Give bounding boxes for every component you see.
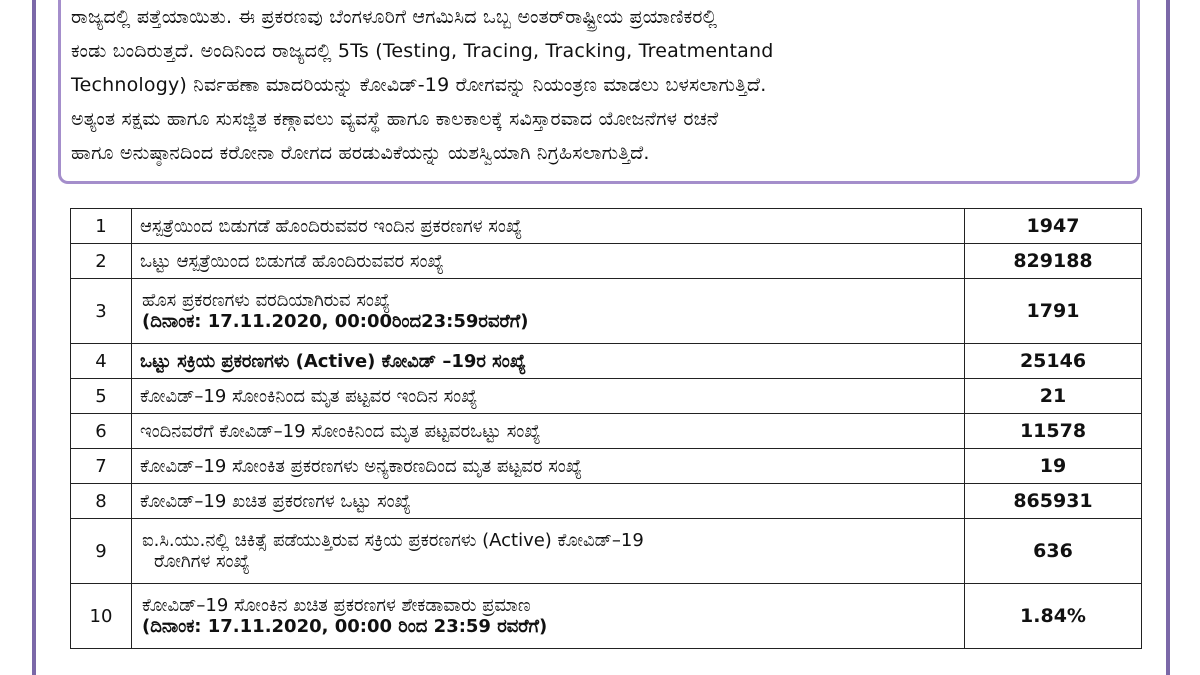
row-value: 829188: [965, 244, 1142, 279]
page-border-left: [32, 0, 36, 675]
row-value: 1791: [965, 279, 1142, 344]
row-description-date: (ದಿನಾಂಕ: 17.11.2020, 00:00 ರಿಂದ 23:59 ರವರೆಗೆ): [142, 616, 548, 637]
table-row: [71, 484, 1142, 519]
row-description-cont: ರೋಗಿಗಳ ಸಂಖ್ಯೆ: [154, 551, 250, 572]
row-value: 1947: [965, 209, 1142, 244]
table-row: [71, 209, 1142, 244]
table-row: [71, 584, 1142, 649]
row-description-cell: [132, 519, 965, 584]
row-number: 1: [71, 209, 132, 244]
row-description: ಒಟ್ಟು ಆಸ್ಪತ್ರೆಯಿಂದ ಬಿಡುಗಡೆ ಹೊಂದಿರುವವರ ಸಂಖ್ಯೆ: [132, 244, 965, 279]
row-value: 19: [965, 449, 1142, 484]
table-row: [71, 414, 1142, 449]
row-number: 6: [71, 414, 132, 449]
covid-stats-table: [70, 208, 1142, 649]
table-row: [71, 519, 1142, 584]
row-description-cell: [132, 279, 965, 344]
row-number: 3: [71, 279, 132, 344]
table-row: [71, 344, 1142, 379]
row-description: ಐ.ಸಿ.ಯು.ನಲ್ಲಿ ಚಿಕಿತ್ಸೆ ಪಡೆಯುತ್ತಿರುವ ಸಕ್ರಿಯ ಪ್ರಕರಣಗಳು (Active) ಕೋವಿಡ್–19: [142, 530, 644, 551]
paragraph-line-5: ಹಾಗೂ ಅನುಷ್ಠಾನದಿಂದ ಕರೋನಾ ರೋಗದ ಹರಡುವಿಕೆಯನ್ನು ಯಶಸ್ವಿಯಾಗಿ ನಿಗ್ರಹಿಸಲಾಗುತ್ತಿದೆ.: [71, 142, 650, 164]
row-value: 1.84%: [965, 584, 1142, 649]
row-number: 10: [71, 584, 132, 649]
row-number: 5: [71, 379, 132, 414]
row-description: ಆಸ್ಪತ್ರೆಯಿಂದ ಬಿಡುಗಡೆ ಹೊಂದಿರುವವರ ಇಂದಿನ ಪ್ರಕರಣಗಳ ಸಂಖ್ಯೆ: [132, 209, 965, 244]
row-number: 7: [71, 449, 132, 484]
row-description: ಕೋವಿಡ್–19 ಸೋಂಕಿತ ಪ್ರಕರಣಗಳು ಅನ್ಯಕಾರಣದಿಂದ ಮೃತ ಪಟ್ಟವರ ಸಂಖ್ಯೆ: [132, 449, 965, 484]
row-description-cell: [132, 584, 965, 649]
row-description: ಹೊಸ ಪ್ರಕರಣಗಳು ವರದಿಯಾಗಿರುವ ಸಂಖ್ಯೆ: [142, 290, 391, 311]
row-description: ಕೋವಿಡ್–19 ಸೋಂಕಿನಿಂದ ಮೃತ ಪಟ್ಟವರ ಇಂದಿನ ಸಂಖ್ಯೆ: [132, 379, 965, 414]
table-row: [71, 379, 1142, 414]
row-value: 21: [965, 379, 1142, 414]
paragraph-line-1: ರಾಜ್ಯದಲ್ಲಿ ಪತ್ತೆಯಾಯಿತು. ಈ ಪ್ರಕರಣವು ಬೆಂಗಳೂರಿಗೆ ಆಗಮಿಸಿದ ಒಬ್ಬ ಅಂತರ್‌ರಾಷ್ಟ್ರೀಯ ಪ್ರಯಾಣಿಕರಲ್ಲಿ: [71, 6, 718, 28]
row-description-date: (ದಿನಾಂಕ: 17.11.2020, 00:00ರಿಂದ23:59ರವರೆಗೆ): [142, 311, 529, 332]
row-value: 25146: [965, 344, 1142, 379]
row-number: 4: [71, 344, 132, 379]
row-value: 11578: [965, 414, 1142, 449]
row-description: ಒಟ್ಟು ಸಕ್ರಿಯ ಪ್ರಕರಣಗಳು (Active) ಕೋವಿಡ್ –19ರ ಸಂಖ್ಯೆ: [132, 344, 965, 379]
table-row: [71, 244, 1142, 279]
row-number: 2: [71, 244, 132, 279]
table-row: [71, 449, 1142, 484]
paragraph-line-3: Technology) ನಿರ್ವಹಣಾ ಮಾದರಿಯನ್ನು ಕೋವಿಡ್-19 ರೋಗವನ್ನು ನಿಯಂತ್ರಣ ಮಾಡಲು ಬಳಸಲಾಗುತ್ತಿದೆ.: [71, 74, 767, 96]
page-border-right: [1166, 0, 1170, 675]
row-description: ಇಂದಿನವರೆಗೆ ಕೋವಿಡ್–19 ಸೋಂಕಿನಿಂದ ಮೃತ ಪಟ್ಟವರಒಟ್ಟು ಸಂಖ್ಯೆ: [132, 414, 965, 449]
row-number: 9: [71, 519, 132, 584]
paragraph-line-2: ಕಂಡು ಬಂದಿರುತ್ತದೆ. ಅಂದಿನಿಂದ ರಾಜ್ಯದಲ್ಲಿ 5Ts (Testing, Tracing, Tracking, Treatmentand: [71, 40, 774, 62]
row-value: 636: [965, 519, 1142, 584]
row-description: ಕೋವಿಡ್–19 ಸೋಂಕಿನ ಖಚಿತ ಪ್ರಕರಣಗಳ ಶೇಕಡಾವಾರು ಪ್ರಮಾಣ: [142, 595, 531, 616]
row-number: 8: [71, 484, 132, 519]
row-description: ಕೋವಿಡ್–19 ಖಚಿತ ಪ್ರಕರಣಗಳ ಒಟ್ಟು ಸಂಖ್ಯೆ: [132, 484, 965, 519]
row-value: 865931: [965, 484, 1142, 519]
table-row: [71, 279, 1142, 344]
paragraph-line-4: ಅತ್ಯಂತ ಸಕ್ಷಮ ಹಾಗೂ ಸುಸಜ್ಜಿತ ಕಣ್ಗಾವಲು ವ್ಯವಸ್ಥೆ ಹಾಗೂ ಕಾಲಕಾಲಕ್ಕೆ ಸವಿಸ್ತಾರವಾದ ಯೋಜನೆಗಳ ರಚನೆ: [71, 108, 719, 130]
intro-text-box: [58, 0, 1140, 184]
